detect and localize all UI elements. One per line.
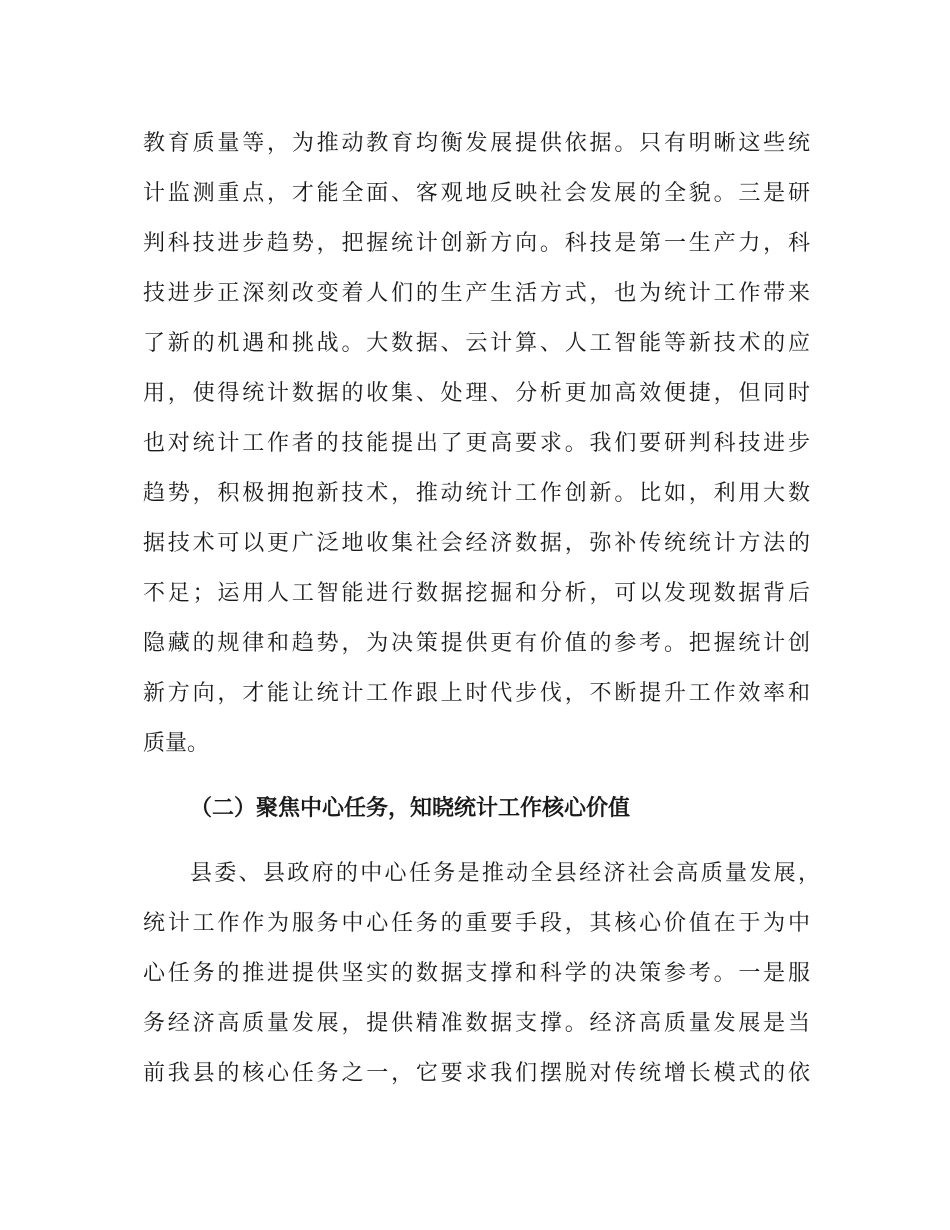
paragraph-line: 教育质量等，为推动教育均衡发展提供依据。只有明晰这些统	[143, 131, 810, 156]
paragraph-line: 前我县的核心任务之一，它要求我们摆脱对传统增长模式的依	[143, 1061, 810, 1086]
paragraph-line: 质量。	[143, 731, 210, 756]
paragraph-line: 县委、县政府的中心任务是推动全县经济社会高质量发展，	[190, 861, 820, 886]
paragraph-line: 了新的机遇和挑战。大数据、云计算、人工智能等新技术的应	[143, 331, 810, 356]
paragraph-line: 务经济高质量发展，提供精准数据支撑。经济高质量发展是当	[143, 1011, 810, 1036]
paragraph-line: 也对统计工作者的技能提出了更高要求。我们要研判科技进步	[143, 431, 810, 456]
paragraph-line: 计监测重点，才能全面、客观地反映社会发展的全貌。三是研	[143, 181, 810, 206]
paragraph-line: 不足；运用人工智能进行数据挖掘和分析，可以发现数据背后	[143, 581, 810, 606]
paragraph-line: 统计工作作为服务中心任务的重要手段，其核心价值在于为中	[143, 911, 810, 936]
paragraph-line: 新方向，才能让统计工作跟上时代步伐，不断提升工作效率和	[143, 681, 810, 706]
paragraph-line: 趋势，积极拥抱新技术，推动统计工作创新。比如，利用大数	[143, 481, 810, 506]
paragraph-line: 隐藏的规律和趋势，为决策提供更有价值的参考。把握统计创	[143, 631, 810, 656]
paragraph-line: 技进步正深刻改变着人们的生产生活方式，也为统计工作带来	[143, 281, 810, 306]
section-heading: （二）聚焦中心任务，知晓统计工作核心价值	[190, 796, 631, 821]
paragraph-line: 用，使得统计数据的收集、处理、分析更加高效便捷，但同时	[143, 381, 810, 406]
paragraph-line: 判科技进步趋势，把握统计创新方向。科技是第一生产力，科	[143, 231, 810, 256]
paragraph-line: 心任务的推进提供坚实的数据支撑和科学的决策参考。一是服	[143, 961, 810, 986]
paragraph-line: 据技术可以更广泛地收集社会经济数据，弥补传统统计方法的	[143, 531, 810, 556]
